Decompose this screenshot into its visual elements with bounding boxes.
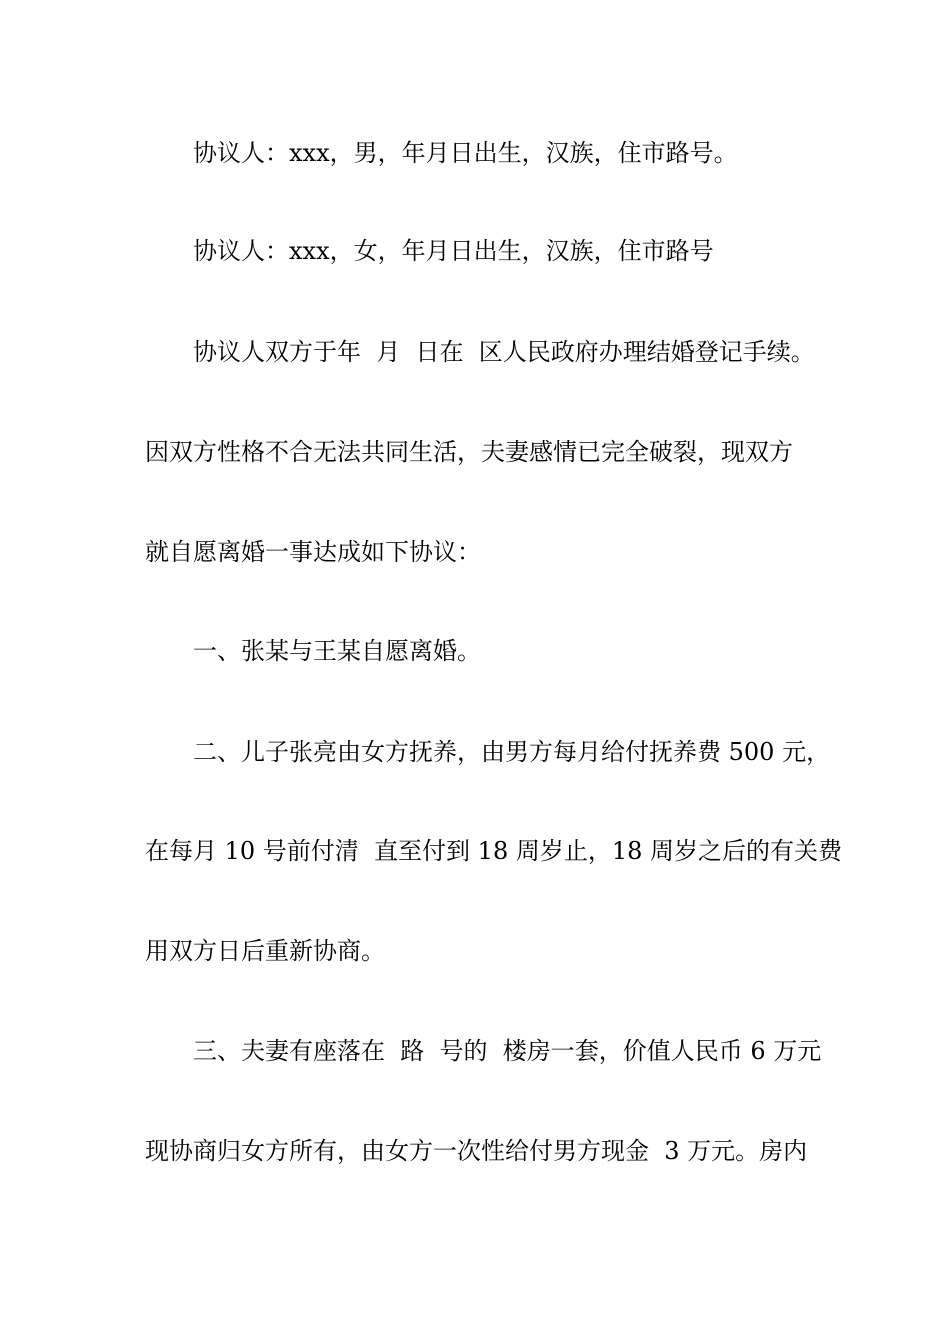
- paragraph-line-clause-two-end: 用双方日后重新协商。: [145, 937, 385, 965]
- paragraph-line-clause-two-continued: 在每月 10 号前付清 直至付到 18 周岁止，18 周岁之后的有关费: [145, 837, 843, 865]
- paragraph-line-clause-two: 二、儿子张亮由女方抚养，由男方每月给付抚养费 500 元，: [193, 738, 831, 766]
- paragraph-line-marriage-registration: 协议人双方于年 月 日在 区人民政府办理结婚登记手续。: [193, 338, 815, 366]
- paragraph-line-agreement-intro: 就自愿离婚一事达成如下协议：: [145, 538, 481, 566]
- paragraph-line-clause-three-continued: 现协商归女方所有，由女方一次性给付男方现金 3 万元。房内: [145, 1137, 808, 1165]
- paragraph-line-clause-one: 一、张某与王某自愿离婚。: [193, 637, 481, 665]
- paragraph-line-clause-three: 三、夫妻有座落在 路 号的 楼房一套，价值人民币 6 万元: [193, 1037, 822, 1065]
- paragraph-line-reason: 因双方性格不合无法共同生活，夫妻感情已完全破裂，现双方: [145, 438, 793, 466]
- paragraph-line-party-male: 协议人：xxx，男，年月日出生，汉族，住市路号。: [193, 139, 738, 167]
- paragraph-line-party-female: 协议人：xxx，女，年月日出生，汉族，住市路号: [193, 237, 714, 265]
